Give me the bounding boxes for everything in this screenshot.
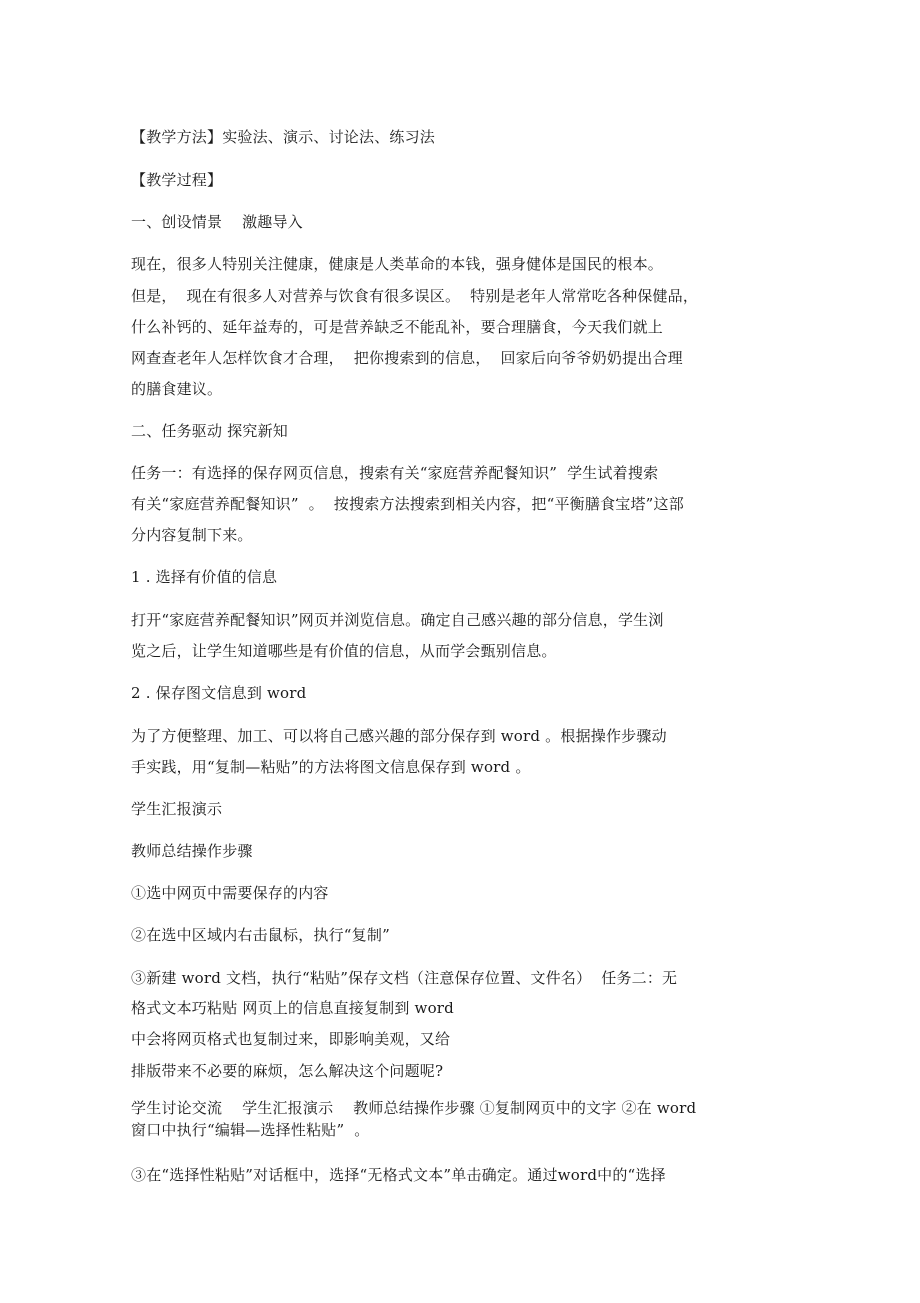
paragraph-line: 网查查老年人怎样饮食才合理， 把你搜索到的信息， 回家后向爷爷奶奶提出合理 — [131, 349, 683, 367]
paragraph-line: 学生汇报演示 — [131, 800, 223, 818]
paragraph-line: 打开“家庭营养配餐知识”网页并浏览信息。确定自己感兴趣的部分信息，学生浏 — [131, 611, 664, 629]
subsection-2-title: 2 . 保存图文信息到 word — [131, 684, 307, 702]
paragraph-line: 什么补钙的、延年益寿的，可是营养缺乏不能乱补，要合理膳食，今天我们就上 — [131, 318, 664, 336]
paragraph-line: 览之后，让学生知道哪些是有价值的信息，从而学会甄别信息。 — [131, 642, 557, 660]
paragraph-line: 有关“家庭营养配餐知识” 。 按搜索方法搜索到相关内容，把“平衡膳食宝塔”这部 — [131, 495, 684, 513]
paragraph-line: 但是， 现在有很多人对营养与饮食有很多误区。 特别是老年人常常吃各种保健品， — [131, 287, 699, 305]
paragraph-line: 为了方便整理、加工、可以将自己感兴趣的部分保存到 word 。根据操作步骤动 — [131, 727, 667, 745]
paragraph-line: 的膳食建议。 — [131, 380, 223, 398]
paragraph-line: 窗口中执行“编辑—选择性粘贴” 。 — [131, 1121, 370, 1139]
paragraph-line: 中会将网页格式也复制过来，即影响美观，又给 — [131, 1030, 451, 1048]
step-item: ③新建 word 文档，执行“粘贴”保存文档（注意保存位置、文件名） 任务二：无 — [131, 969, 678, 987]
paragraph-line: 手实践，用“复制—粘贴”的方法将图文信息保存到 word 。 — [131, 758, 531, 776]
paragraph-line: 排版带来不必要的麻烦，怎么解决这个问题呢? — [131, 1062, 444, 1080]
teaching-methods-heading: 【教学方法】实验法、演示、讨论法、练习法 — [131, 128, 436, 146]
paragraph-line: 任务一：有选择的保存网页信息，搜索有关“家庭营养配餐知识” 学生试着搜索 — [131, 464, 659, 482]
teaching-process-heading: 【教学过程】 — [131, 171, 223, 189]
section-2-title: 二、任务驱动 探究新知 — [131, 422, 288, 440]
paragraph-line: 教师总结操作步骤 — [131, 842, 253, 860]
step-item: ②在选中区域内右击鼠标，执行“复制” — [131, 926, 390, 944]
section-1-title: 一、创设情景 激趣导入 — [131, 213, 303, 231]
paragraph-line: 格式文本巧粘贴 网页上的信息直接复制到 word — [131, 999, 454, 1017]
paragraph-line: 学生讨论交流 学生汇报演示 教师总结操作步骤 ①复制网页中的文字 ②在 word — [131, 1099, 697, 1117]
step-item: ①选中网页中需要保存的内容 — [131, 884, 329, 902]
subsection-1-title: 1 . 选择有价值的信息 — [131, 568, 278, 586]
paragraph-line: 分内容复制下来。 — [131, 526, 253, 544]
paragraph-line: ③在“选择性粘贴”对话框中，选择“无格式文本”单击确定。通过word中的“选择 — [131, 1166, 666, 1184]
paragraph-line: 现在，很多人特别关注健康，健康是人类革命的本钱，强身健体是国民的根本。 — [131, 255, 664, 273]
